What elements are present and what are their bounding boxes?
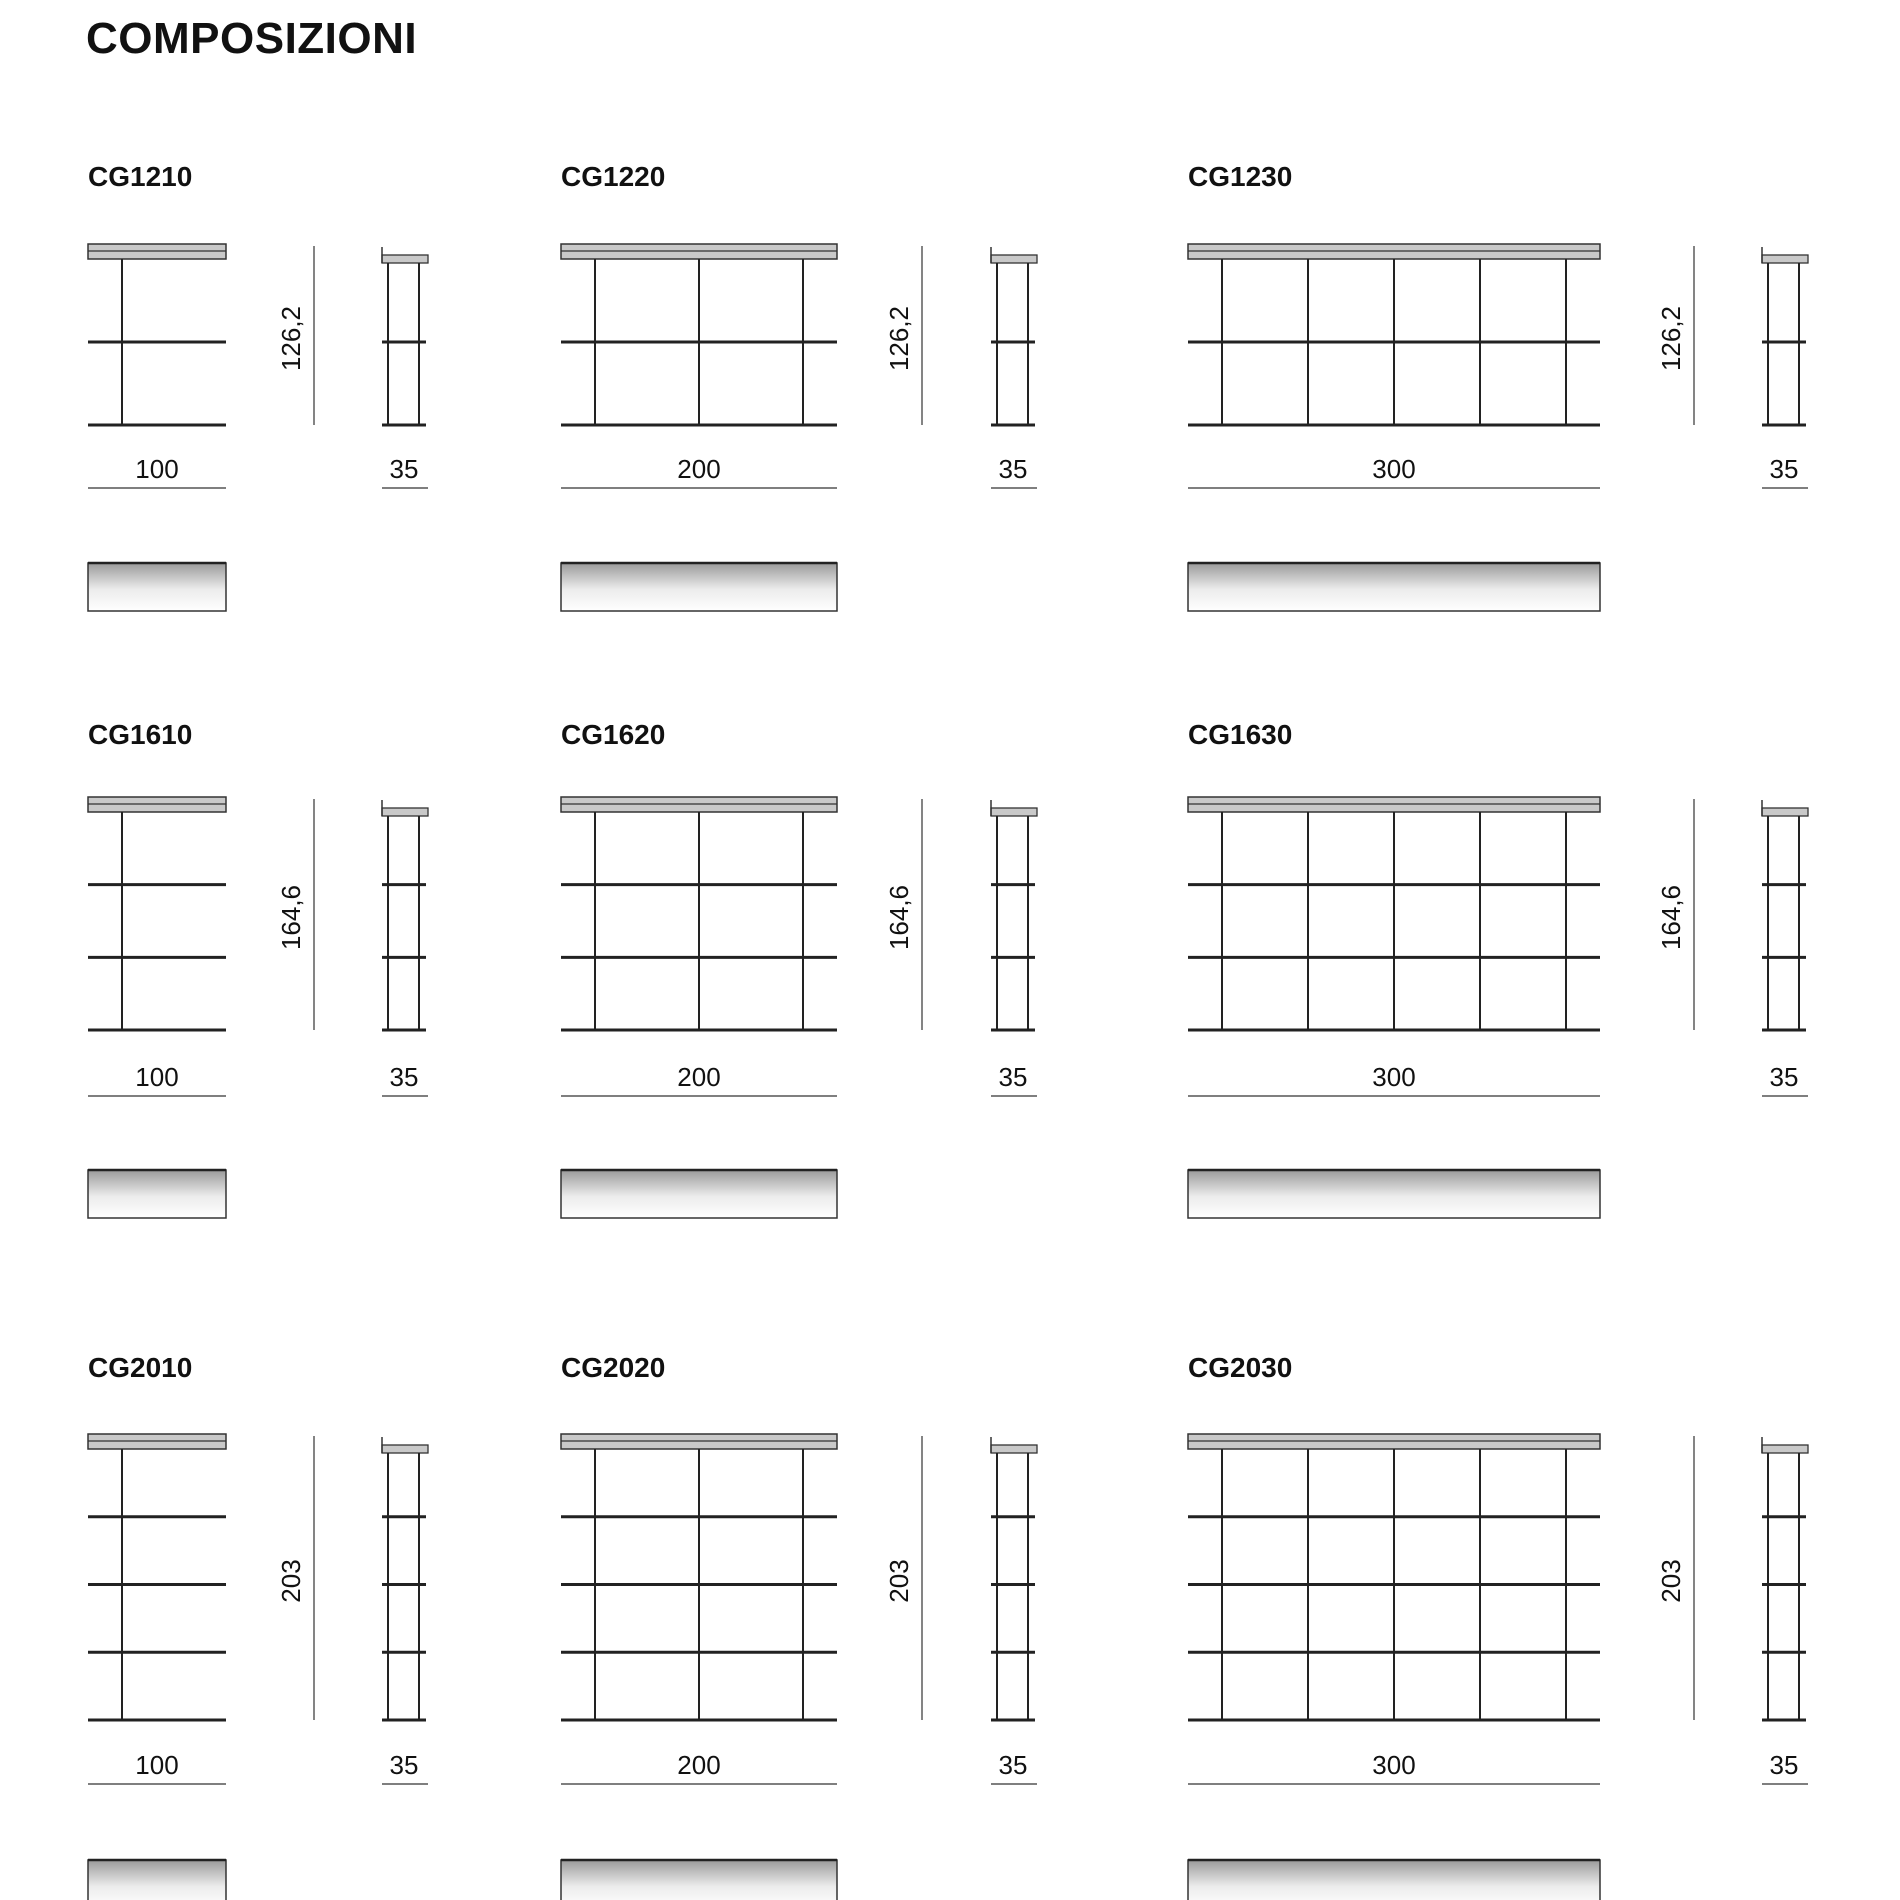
depth-dimension-label: 35 xyxy=(1769,454,1799,484)
plan-view xyxy=(561,563,837,611)
composition-code: CG1630 xyxy=(1188,719,1293,750)
composition-code: CG2010 xyxy=(88,1352,193,1383)
height-dimension-label: 126,2 xyxy=(276,305,306,372)
plan-view xyxy=(88,563,226,611)
composition-code: CG1210 xyxy=(88,161,193,192)
composition-cg2030 xyxy=(1188,1352,1808,1900)
composition-cg1230 xyxy=(1188,161,1808,611)
plan-view xyxy=(88,1860,226,1900)
width-dimension-label: 200 xyxy=(677,1750,721,1780)
composition-code: CG1610 xyxy=(88,719,193,750)
plan-view xyxy=(88,1170,226,1218)
composition-code: CG2020 xyxy=(561,1352,666,1383)
width-dimension-label: 300 xyxy=(1372,454,1416,484)
depth-dimension-label: 35 xyxy=(389,1750,419,1780)
plan-view xyxy=(561,1170,837,1218)
composition-cg1210 xyxy=(88,161,428,611)
composition-code: CG1230 xyxy=(1188,161,1293,192)
height-dimension-label: 203 xyxy=(884,1559,914,1603)
composition-code: CG1220 xyxy=(561,161,666,192)
side-top-panel xyxy=(1762,255,1808,263)
height-dimension-label: 164,6 xyxy=(1656,884,1686,951)
composition-code: CG1620 xyxy=(561,719,666,750)
depth-dimension-label: 35 xyxy=(1769,1062,1799,1092)
plan-view xyxy=(1188,1860,1600,1900)
composition-cg1220 xyxy=(561,161,1037,611)
side-top-panel xyxy=(991,255,1037,263)
side-top-panel xyxy=(1762,808,1808,816)
plan-view xyxy=(1188,563,1600,611)
depth-dimension-label: 35 xyxy=(389,454,419,484)
composition-code: CG2030 xyxy=(1188,1352,1293,1383)
width-dimension-label: 200 xyxy=(677,1062,721,1092)
height-dimension-label: 203 xyxy=(1656,1559,1686,1603)
side-top-panel xyxy=(382,808,428,816)
depth-dimension-label: 35 xyxy=(1769,1750,1799,1780)
side-top-panel xyxy=(382,255,428,263)
composition-cg2010 xyxy=(88,1352,428,1900)
height-dimension-label: 203 xyxy=(276,1559,306,1603)
composition-cg1630 xyxy=(1188,719,1808,1218)
depth-dimension-label: 35 xyxy=(998,1750,1028,1780)
side-top-panel xyxy=(991,808,1037,816)
composition-cg1620 xyxy=(561,719,1037,1218)
plan-view xyxy=(1188,1170,1600,1218)
depth-dimension-label: 35 xyxy=(998,1062,1028,1092)
plan-view xyxy=(561,1860,837,1900)
height-dimension-label: 126,2 xyxy=(884,305,914,372)
width-dimension-label: 300 xyxy=(1372,1062,1416,1092)
width-dimension-label: 100 xyxy=(135,1750,179,1780)
composition-cg2020 xyxy=(561,1352,1037,1900)
height-dimension-label: 126,2 xyxy=(1656,305,1686,372)
side-top-panel xyxy=(1762,1445,1808,1453)
width-dimension-label: 300 xyxy=(1372,1750,1416,1780)
width-dimension-label: 100 xyxy=(135,454,179,484)
page-title: COMPOSIZIONI xyxy=(86,14,418,63)
side-top-panel xyxy=(382,1445,428,1453)
depth-dimension-label: 35 xyxy=(998,454,1028,484)
composition-cg1610 xyxy=(88,719,428,1218)
height-dimension-label: 164,6 xyxy=(884,884,914,951)
width-dimension-label: 200 xyxy=(677,454,721,484)
height-dimension-label: 164,6 xyxy=(276,884,306,951)
depth-dimension-label: 35 xyxy=(389,1062,419,1092)
side-top-panel xyxy=(991,1445,1037,1453)
width-dimension-label: 100 xyxy=(135,1062,179,1092)
